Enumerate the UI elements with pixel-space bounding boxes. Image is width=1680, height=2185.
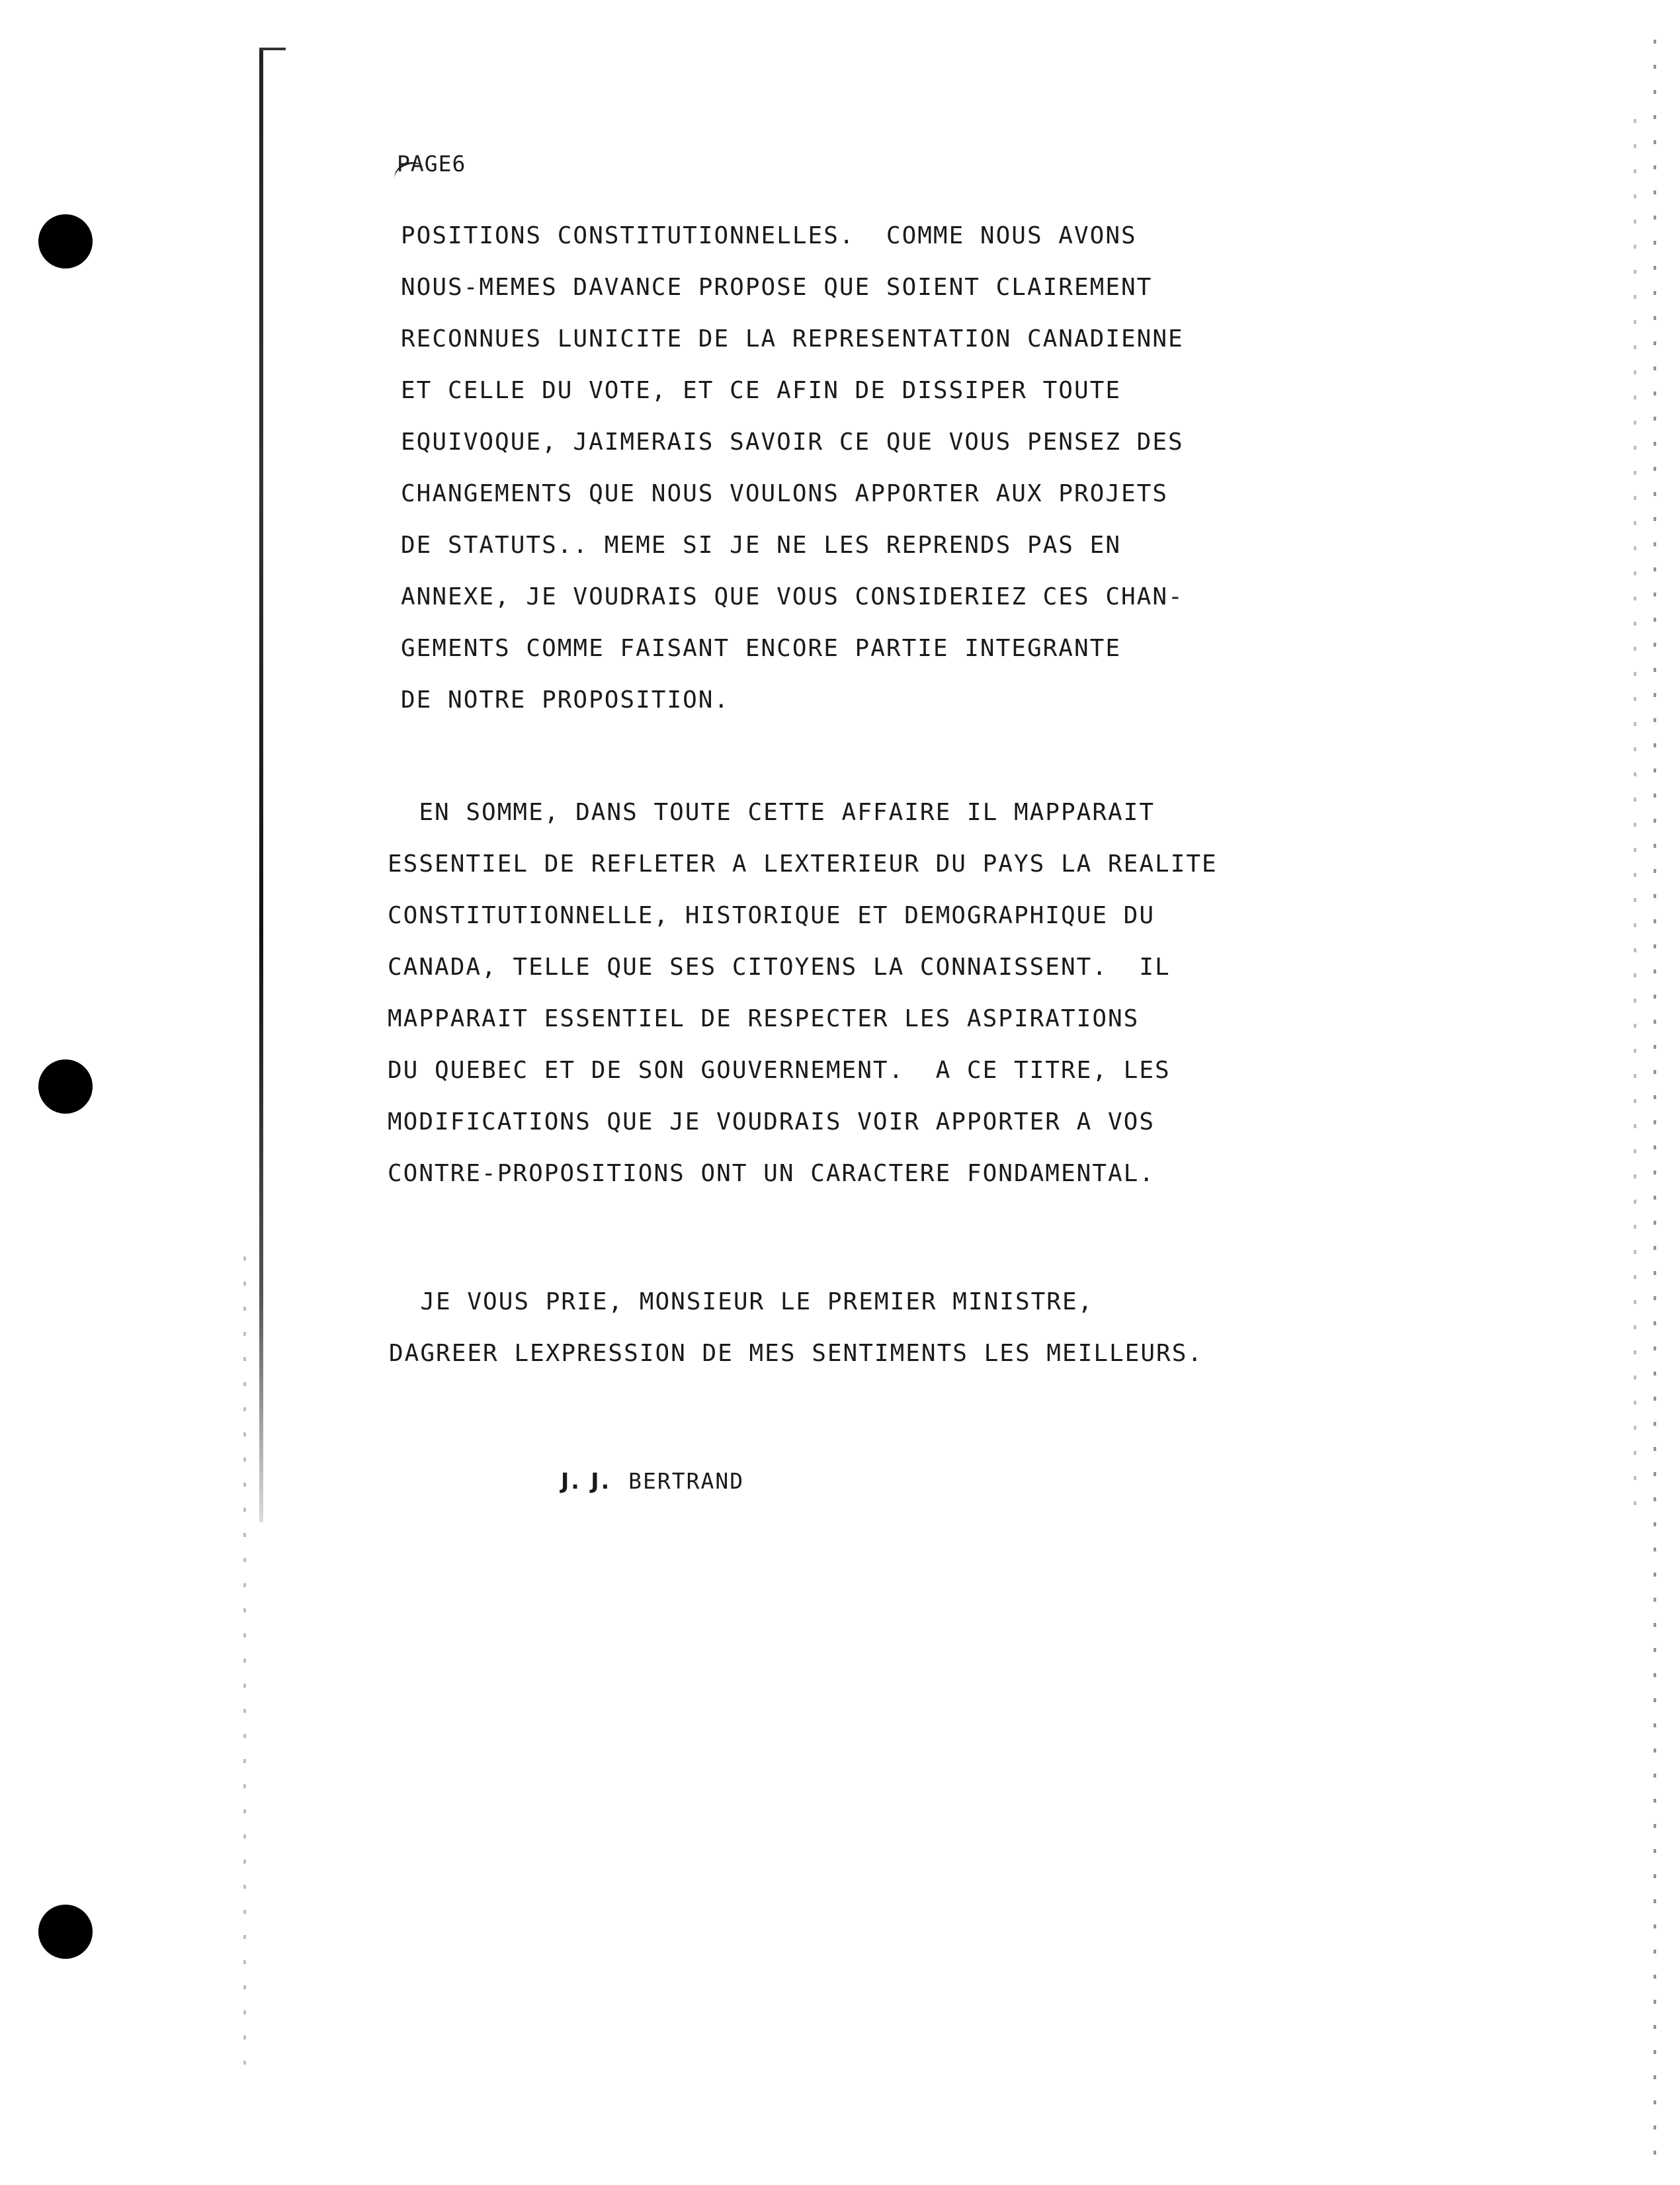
signature-initials: J. J. [561,1468,612,1494]
margin-rule [259,48,263,1522]
text-line: RECONNUES LUNICITE DE LA REPRESENTATION CANADIENNE [401,325,1184,352]
punch-hole [38,1059,93,1114]
signature-block [561,1468,744,1494]
text-line: NOUS-MEMES DAVANCE PROPOSE QUE SOIENT CLAIREMENT [401,274,1153,301]
text-line: CANADA, TELLE QUE SES CITOYENS LA CONNAISSENT. IL [388,954,1171,981]
text-line: EN SOMME, DANS TOUTE CETTE AFFAIRE IL MAPPARAIT [388,799,1155,826]
text-line: DAGREER LEXPRESSION DE MES SENTIMENTS LES MEILLEURS. [389,1340,1204,1367]
paragraph-2 [388,787,1327,1200]
margin-rule-corner [259,48,286,50]
scan-edge-marks [243,1257,246,2083]
text-line: POSITIONS CONSTITUTIONNELLES. COMME NOUS AVONS [401,222,1137,249]
text-line: JE VOUS PRIE, MONSIEUR LE PREMIER MINISTRE, [389,1288,1094,1315]
punch-hole [38,1905,93,1959]
punch-hole [38,214,93,268]
text-line: CONSTITUTIONNELLE, HISTORIQUE ET DEMOGRAPHIQUE DU [388,902,1155,929]
text-line: CONTRE-PROPOSITIONS ONT UN CARACTERE FONDAMENTAL. [388,1160,1155,1187]
text-line: ANNEXE, JE VOUDRAIS QUE VOUS CONSIDERIEZ CES CHAN- [401,583,1184,610]
signature-name: BERTRAND [628,1468,745,1494]
text-line: ET CELLE DU VOTE, ET CE AFIN DE DISSIPER TOUTE [401,377,1121,404]
page-number: PAGE6 [397,151,466,177]
scan-edge-marks [1634,119,1636,1508]
text-line: EQUIVOQUE, JAIMERAIS SAVOIR CE QUE VOUS PENSEZ DES [401,429,1184,456]
text-line: MODIFICATIONS QUE JE VOUDRAIS VOIR APPORTER A VOS [388,1108,1155,1135]
text-line: DU QUEBEC ET DE SON GOUVERNEMENT. A CE TITRE, LES [388,1057,1171,1084]
text-line: CHANGEMENTS QUE NOUS VOULONS APPORTER AUX PROJETS [401,480,1169,507]
text-line: DE STATUTS.. MEME SI JE NE LES REPRENDS PAS EN [401,532,1121,559]
text-line: GEMENTS COMME FAISANT ENCORE PARTIE INTEGRANTE [401,635,1121,662]
paragraph-1 [401,210,1340,726]
text-line: ESSENTIEL DE REFLETER A LEXTERIEUR DU PAYS LA REALITE [388,850,1218,878]
text-line: MAPPARAIT ESSENTIEL DE RESPECTER LES ASPIRATIONS [388,1005,1140,1032]
scan-edge-marks [1654,40,1656,2156]
closing-paragraph [389,1276,1328,1380]
text-line: DE NOTRE PROPOSITION. [401,686,730,714]
